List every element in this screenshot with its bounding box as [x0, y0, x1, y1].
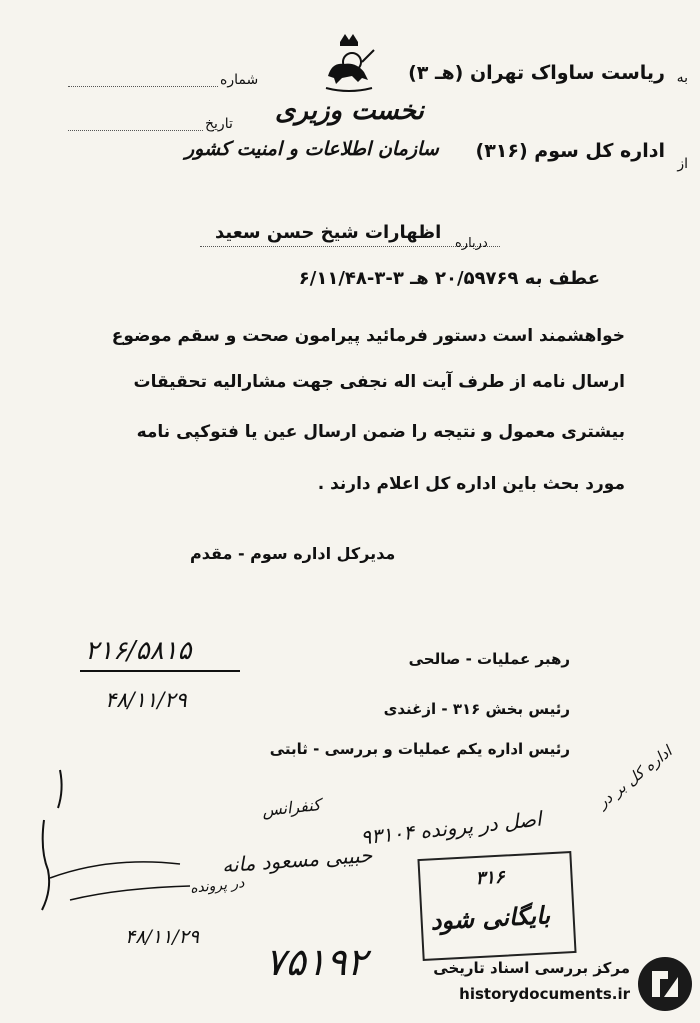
emblem-org-text: نخست وزیری	[275, 96, 424, 126]
date-label: تاریخ	[205, 116, 233, 132]
to-value: ریاست ساواک تهران (هـ ۳)	[408, 62, 665, 84]
watermark-logo	[412, 955, 692, 1015]
annotation-top: کنفرانس	[261, 794, 322, 821]
watermark-persian: مرکز بررسی اسناد تاریخی	[433, 959, 630, 977]
number-rule	[68, 86, 218, 87]
number-underline	[80, 670, 240, 672]
date-rule	[68, 130, 203, 131]
body-line-1: خواهشمند است دستور فرمائید پیرامون صحت و سقم موضوع	[111, 326, 625, 346]
emblem-sub-text: سازمان اطلاعات و امنیت کشور	[185, 138, 439, 160]
stamp-number: ۳۱۶	[474, 866, 506, 890]
from-value: اداره کل سوم (۳۱۶)	[475, 140, 665, 162]
to-prefix: به	[676, 70, 688, 86]
number-label: شماره	[220, 72, 259, 88]
scribble-strokes	[30, 760, 220, 930]
lion-sun-emblem	[318, 32, 380, 94]
annotation-right: اداره کل بر در	[593, 742, 676, 812]
annotation-low: در پرونده	[189, 875, 246, 897]
from-prefix: از	[677, 156, 688, 172]
handwritten-number: ۲۱۶/۵۸۱۵	[85, 636, 192, 666]
reference-line: عطف به ۲۰/۵۹۷۶۹ هـ ۳-۳-۶/۱۱/۴۸	[298, 268, 600, 289]
body-line-3: بیشتری معمول و نتیجه را ضمن ارسال عین یا فتوکپی نامه	[136, 422, 625, 442]
annotation-mid: حبیبی مسعود مانه	[221, 842, 374, 878]
annotation-date: ۴۸/۱۱/۲۹	[125, 926, 200, 948]
official-section-head: رئیس بخش ۳۱۶ - ازغندی	[383, 700, 570, 718]
subject-value: اظهارات شیخ حسن سعید	[215, 222, 442, 243]
annotation-big-number: ۷۵۱۹۲	[265, 940, 368, 984]
subject-prefix: درباره	[455, 236, 488, 251]
stamp-text: بایگانی شود	[429, 900, 551, 936]
signature-line: مدیرکل اداره سوم - مقدم	[190, 544, 396, 563]
body-line-4: مورد بحث باین اداره کل اعلام دارند .	[317, 474, 625, 494]
official-operations-leader: رهبر عملیات - صالحی	[408, 650, 570, 668]
watermark-url: historydocuments.ir	[459, 985, 630, 1003]
handwritten-date: ۴۸/۱۱/۲۹	[105, 688, 187, 712]
archive-logo-icon	[638, 957, 692, 1011]
body-line-2: ارسال نامه از طرف آیت اله نجفی جهت مشارالیه تحقیقات	[133, 372, 625, 392]
archive-stamp	[417, 851, 576, 961]
annotation-main: اصل در پرونده ۹۳۱۰۴	[359, 806, 543, 850]
official-dept-head: رئیس اداره یکم عملیات و بررسی - ثابتی	[269, 740, 570, 758]
